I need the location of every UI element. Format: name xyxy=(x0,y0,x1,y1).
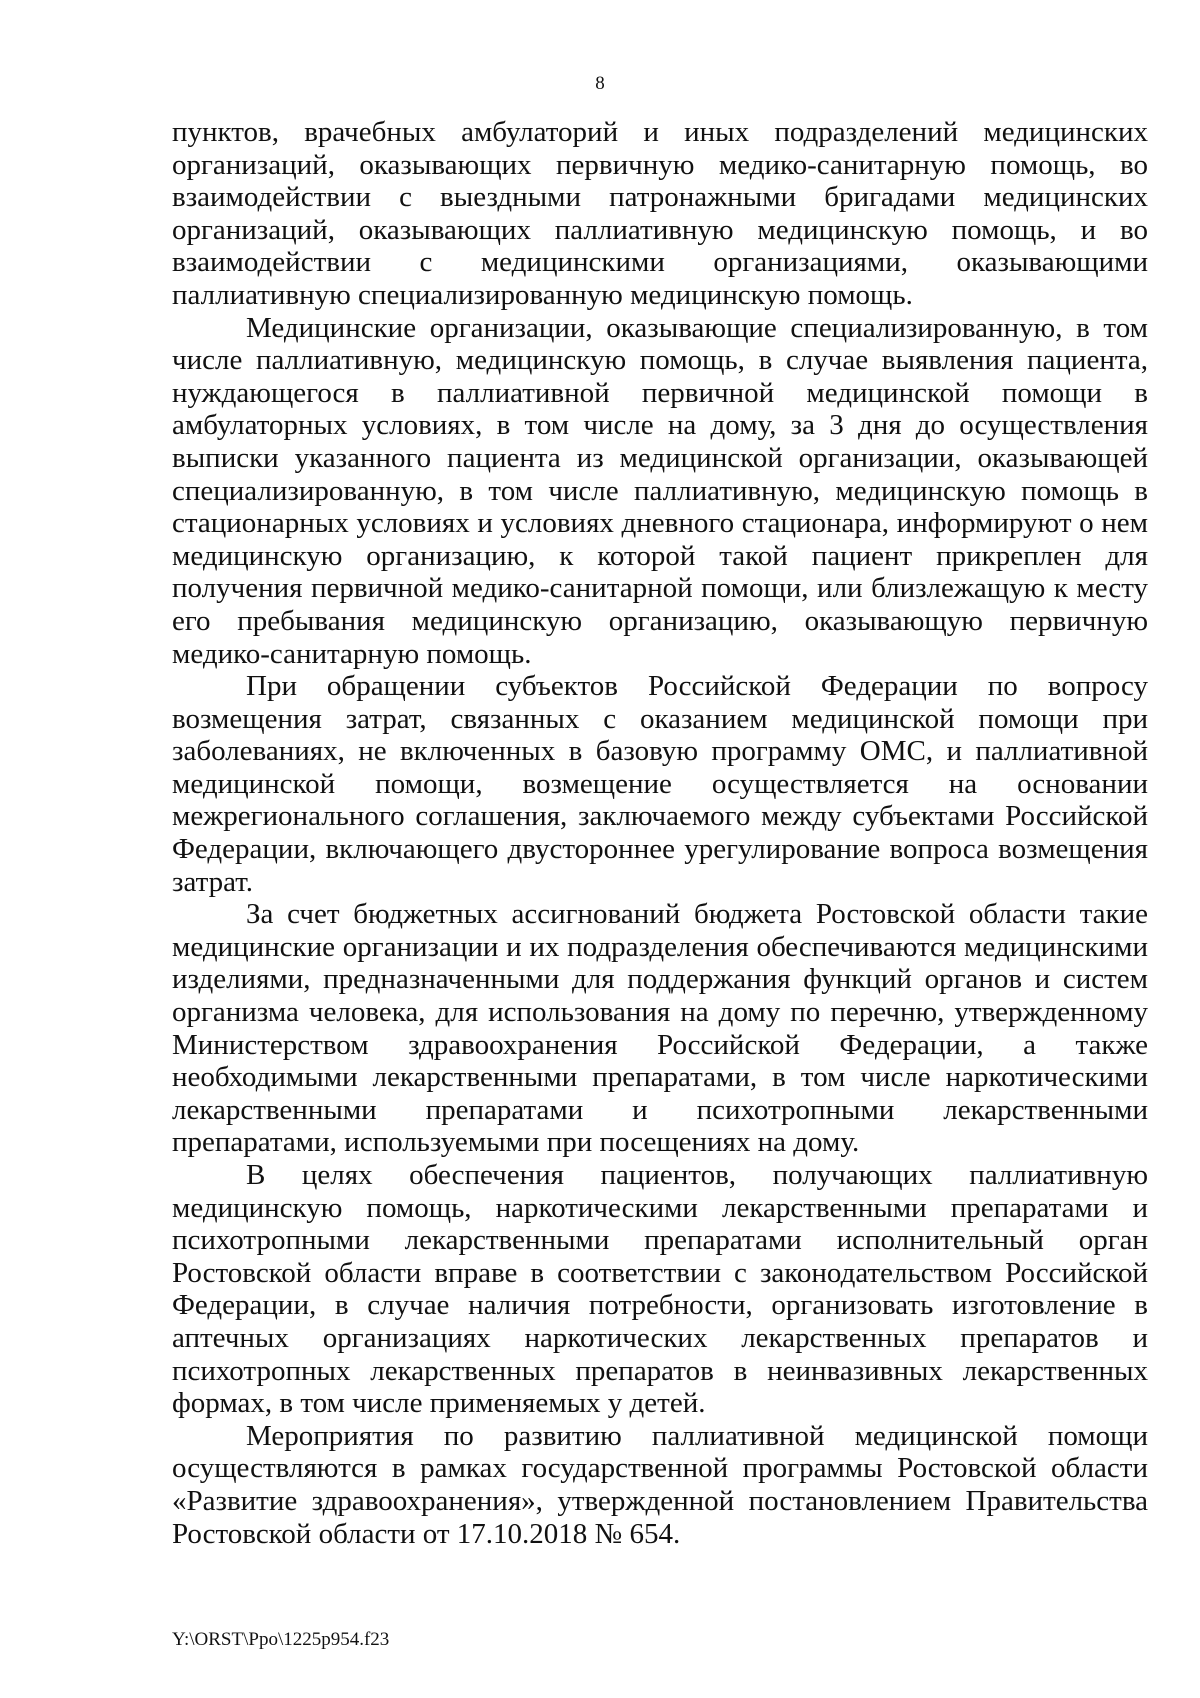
footer-file-path: Y:\ORST\Ppo\1225p954.f23 xyxy=(172,1629,390,1650)
paragraph-continuation: пунктов, врачебных амбулаторий и иных подразделений медицинских организаций, оказывающих первичную медико-санитарную помощь, во взаимодействии с выездными патронажными бригадами медицинских организаций, оказывающих паллиативную медицинскую помощь, и во взаимодействии с медицинскими организациями, оказывающими паллиативную специализированную медицинскую помощь. xyxy=(172,116,1148,311)
paragraph-medical-organizations: Медицинские организации, оказывающие специализированную, в том числе паллиативную, медицинскую помощь, в случае выявления пациента, нуждающегося в паллиативной первичной медицинской помощи в амбулаторных условиях, в том числе на дому, за 3 дня до осуществления выписки указанного пациента из медицинской организации, оказывающей специализированную, в том числе паллиативную, медицинскую помощь в стационарных условиях и условиях дневного стационара, информируют о нем медицинскую организацию, к которой такой пациент прикреплен для получения первичной медико-санитарной помощи, или близлежащую к месту его пребывания медицинскую организацию, оказывающую первичную медико-санитарную помощь. xyxy=(172,311,1148,670)
page-number: 8 xyxy=(595,73,605,94)
paragraph-narcotic-provision: В целях обеспечения пациентов, получающих паллиативную медицинскую помощь, наркотическими лекарственными препаратами и психотропными лекарственными препаратами исполнительный орган Ростовской области вправе в соответствии с законодательством Российской Федерации, в случае наличия потребности, организовать изготовление в аптечных организациях наркотических лекарственных препаратов и психотропных лекарственных препаратов в неинвазивных лекарственных формах, в том числе применяемых у детей. xyxy=(172,1159,1148,1420)
paragraph-budget-allocations: За счет бюджетных ассигнований бюджета Ростовской области такие медицинские организации и их подразделения обеспечиваются медицинскими изделиями, предназначенными для поддержания функций органов и систем организма человека, для использования на дому по перечню, утвержденному Министерством здравоохранения Российской Федерации, а также необходимыми лекарственными препаратами, в том числе наркотическими лекарственными препаратами и психотропными лекарственными препаратами, используемыми при посещениях на дому. xyxy=(172,898,1148,1159)
document-body xyxy=(172,116,1148,1550)
paragraph-cost-reimbursement: При обращении субъектов Российской Федерации по вопросу возмещения затрат, связанных с оказанием медицинской помощи при заболеваниях, не включенных в базовую программу ОМС, и паллиативной медицинской помощи, возмещение осуществляется на основании межрегионального соглашения, заключаемого между субъектами Российской Федерации, включающего двустороннее урегулирование вопроса возмещения затрат. xyxy=(172,670,1148,898)
paragraph-state-program: Мероприятия по развитию паллиативной медицинской помощи осуществляются в рамках государственной программы Ростовской области «Развитие здравоохранения», утвержденной постановлением Правительства Ростовской области от 17.10.2018 № 654. xyxy=(172,1419,1148,1550)
